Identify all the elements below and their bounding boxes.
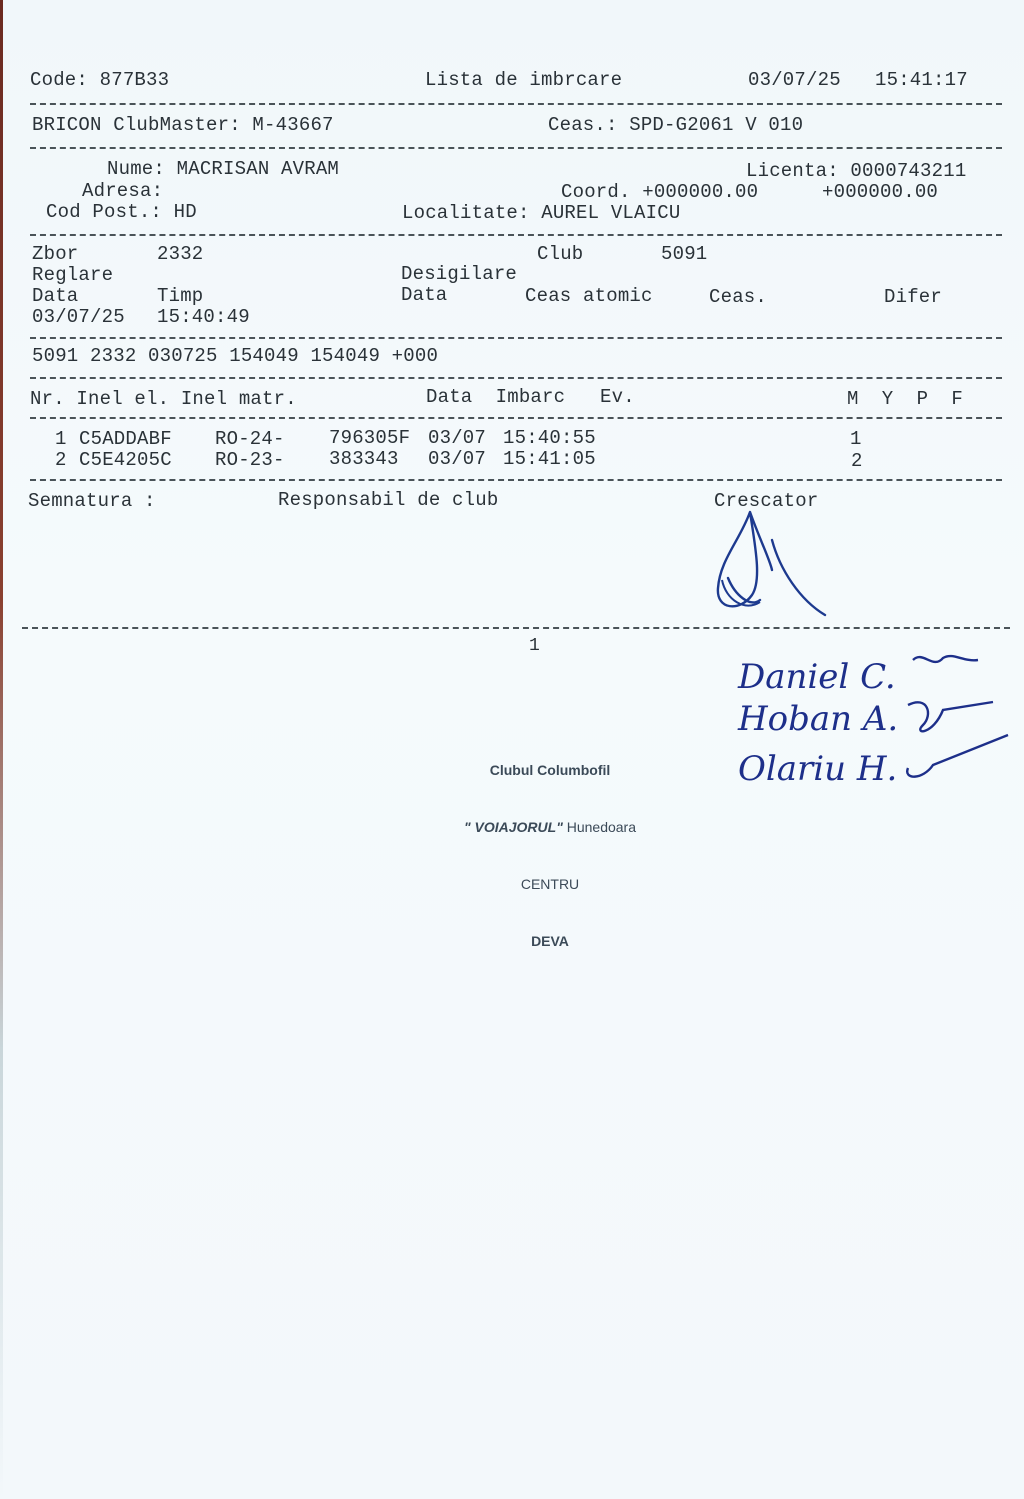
witness-signatures [728,640,1018,800]
owner-coord: Coord. +000000.00 [561,181,759,203]
club-stamp [440,723,660,989]
club-number: 5091 [661,243,708,265]
code-label: Code: 877B33 [30,69,170,91]
document-title: Lista de imbrcare [425,69,623,91]
row-date: 03/07 [428,448,487,470]
divider [30,377,1002,379]
witness-name-1: Daniel C. [738,657,896,697]
reglare-label: Reglare [32,264,114,286]
row-time: 15:41:05 [503,448,596,470]
owner-license: Licenta: 0000743211 [746,160,967,182]
divider [30,147,1002,149]
breeder-label: Crescator [714,490,819,512]
row-m: 1 [850,428,862,450]
desigilare-label: Desigilare [401,263,518,285]
page-number: 1 [529,636,541,656]
ring-serial: 383343 [329,448,399,470]
ring-electronic: C5E4205C [79,449,172,471]
reglare-date: 03/07/25 [32,306,125,328]
reglare-time-label: Timp [157,285,204,307]
owner-name: Nume: MACRISAN AVRAM [107,158,340,180]
ring-serial: 796305F [329,427,411,449]
header-date: 03/07/25 [748,69,841,91]
divider [30,479,1002,481]
club-responsible-label: Responsabil de club [278,489,499,511]
divider [22,627,1010,629]
header-time: 15:41:17 [875,69,968,91]
flight-number: 2332 [157,243,204,265]
divider [30,234,1002,236]
divider [30,103,1002,105]
witness-name-2: Hoban A. [738,699,899,739]
code-line: 5091 2332 030725 154049 154049 +000 [32,345,439,367]
table-header-right: M Y P F [847,388,964,410]
owner-coord-2: +000000.00 [822,181,939,203]
row-number: 1 [55,428,67,450]
reglare-data-label: Data [32,285,79,307]
difference-label: Difer [884,286,943,308]
owner-locality: Localitate: AUREL VLAICU [402,202,681,224]
stamp-line-3: CENTRU [520,876,580,892]
owner-postcode: Cod Post.: HD [46,201,197,223]
desigilare-data-label: Data [401,284,448,306]
reglare-time: 15:40:49 [157,306,250,328]
signature-label: Semnatura : [28,490,156,512]
breeder-signature [700,500,850,620]
row-date: 03/07 [428,427,487,449]
club-label: Club [537,243,584,265]
divider [30,417,1002,419]
witness-name-3: Olariu H. [738,749,898,789]
divider [30,337,1002,339]
ring-electronic: C5ADDABF [79,428,172,450]
clock-label: Ceas. [709,286,768,308]
clubmaster-id: BRICON ClubMaster: M-43667 [32,114,334,136]
ring-matr: RO-24- [215,428,285,450]
table-header-left: Nr. Inel el. Inel matr. [30,388,297,410]
stamp-line-4: DEVA [531,933,569,949]
row-number: 2 [55,449,67,471]
row-m: 2 [851,450,863,472]
table-header-mid: Data Imbarc Ev. [426,386,635,408]
row-time: 15:40:55 [503,427,596,449]
flight-label: Zbor [32,243,79,265]
owner-address-label: Adresa: [82,180,164,202]
clock-id: Ceas.: SPD-G2061 V 010 [548,114,804,136]
stamp-line-2: " VOIAJORUL" Hunedoara [463,819,636,835]
page-edge [0,0,3,1499]
atomic-clock-label: Ceas atomic [525,285,653,307]
ring-matr: RO-23- [215,449,285,471]
stamp-line-1: Clubul Columbofil [489,762,611,778]
